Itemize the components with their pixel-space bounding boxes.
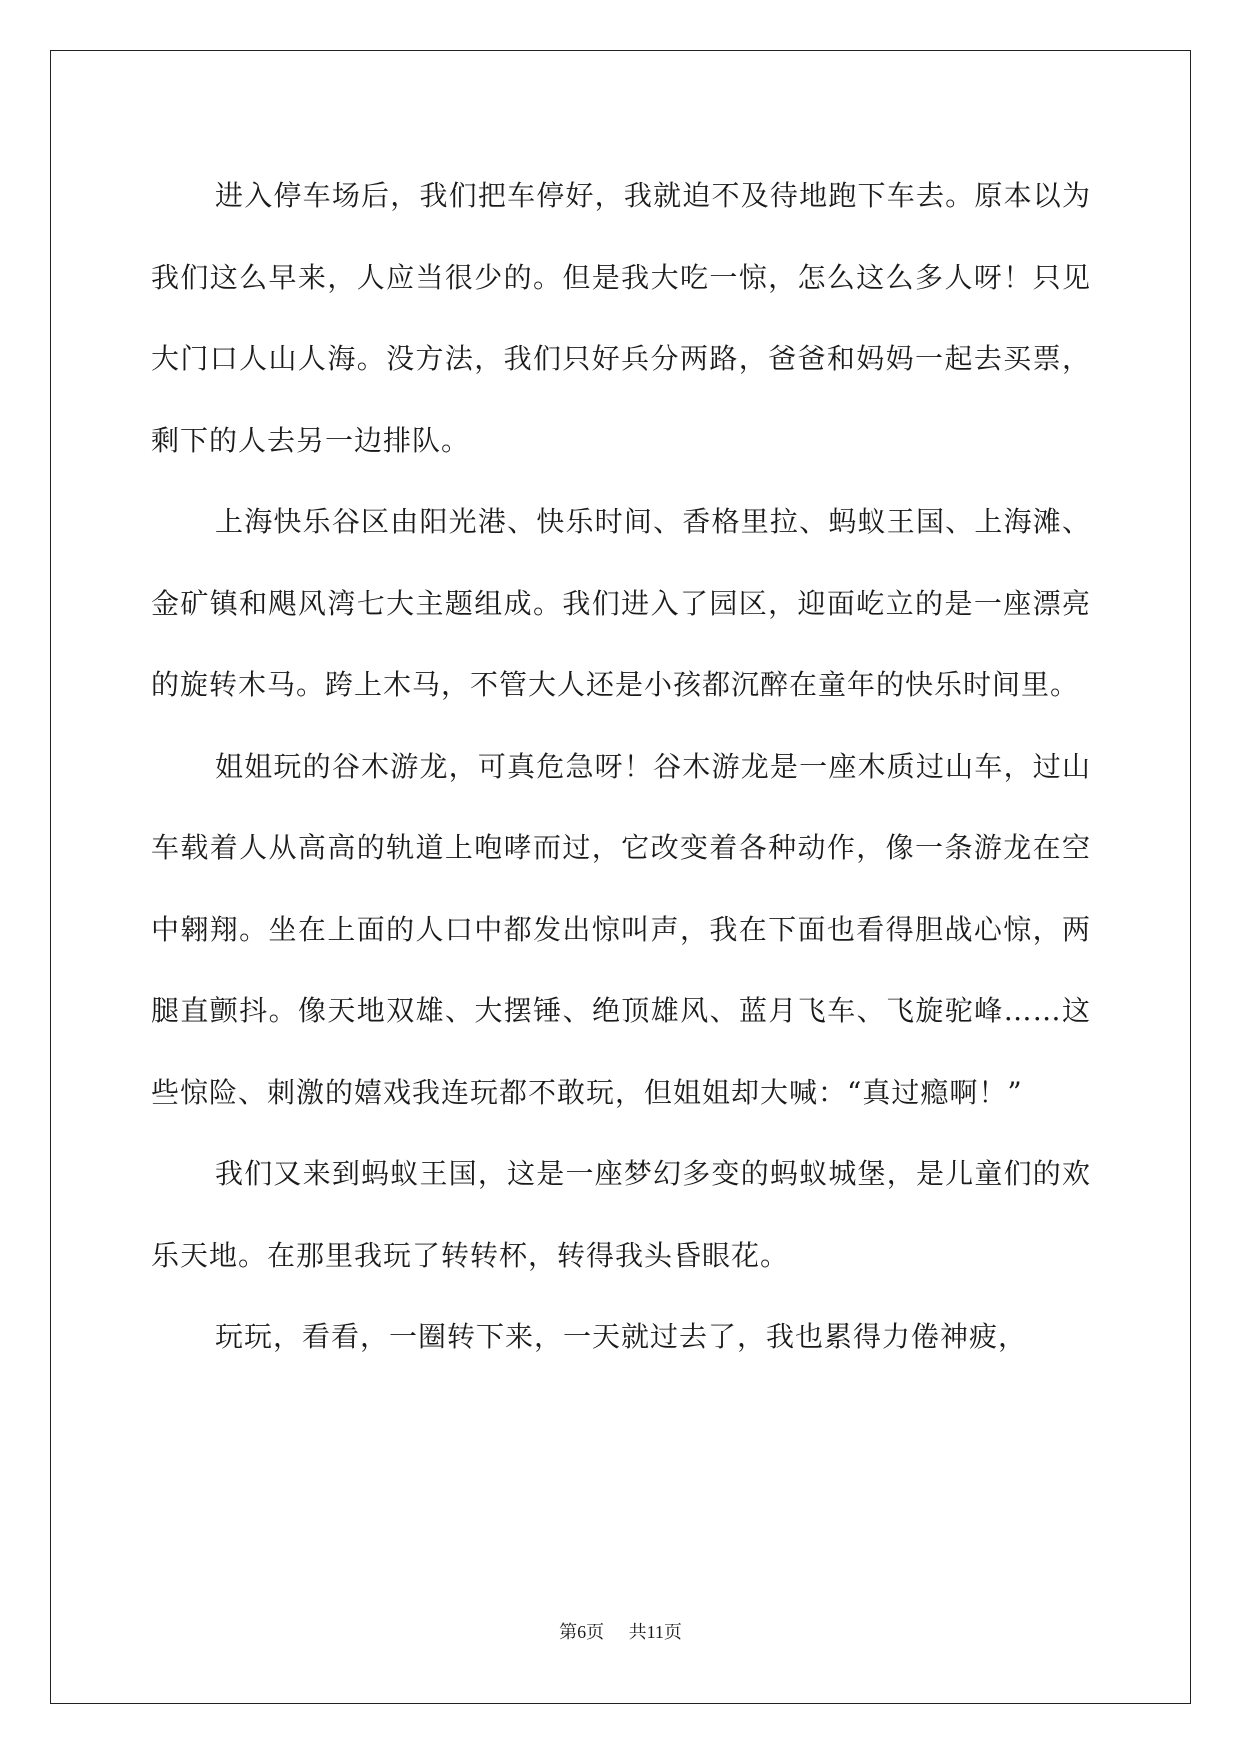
page-number: 第6页 — [559, 1622, 605, 1642]
document-body — [151, 155, 1091, 1378]
paragraph-2: 上海快乐谷区由阳光港、快乐时间、香格里拉、蚂蚁王国、上海滩、金矿镇和飓风湾七大主题组成。我们进入了园区，迎面屹立的是一座漂亮的旋转木马。跨上木马，不管大人还是小孩都沉醉在童年的快乐时间里。 — [151, 505, 1091, 701]
page-total: 共11页 — [628, 1622, 682, 1642]
paragraph-1: 进入停车场后，我们把车停好，我就迫不及待地跑下车去。原本以为我们这么早来，人应当很少的。但是我大吃一惊，怎么这么多人呀！只见大门口人山人海。没方法，我们只好兵分两路，爸爸和妈妈一起去买票，剩下的人去另一边排队。 — [151, 179, 1091, 457]
paragraph-4: 我们又来到蚂蚁王国，这是一座梦幻多变的蚂蚁城堡，是儿童们的欢乐天地。在那里我玩了转转杯，转得我头昏眼花。 — [151, 1157, 1091, 1272]
paragraph-3: 姐姐玩的谷木游龙，可真危急呀！谷木游龙是一座木质过山车，过山车载着人从高高的轨道上咆哮而过，它改变着各种动作，像一条游龙在空中翱翔。坐在上面的人口中都发出惊叫声，我在下面也看得胆战心惊，两腿直颤抖。像天地双雄、大摆锤、绝顶雄风、蓝月飞车、飞旋驼峰……这些惊险、刺激的嬉戏我连玩都不敢玩，但姐姐却大喊：“真过瘾啊！” — [151, 749, 1091, 1109]
page-footer — [0, 1618, 1241, 1644]
paragraph-5: 玩玩，看看，一圈转下来，一天就过去了，我也累得力倦神疲， — [215, 1320, 1028, 1353]
